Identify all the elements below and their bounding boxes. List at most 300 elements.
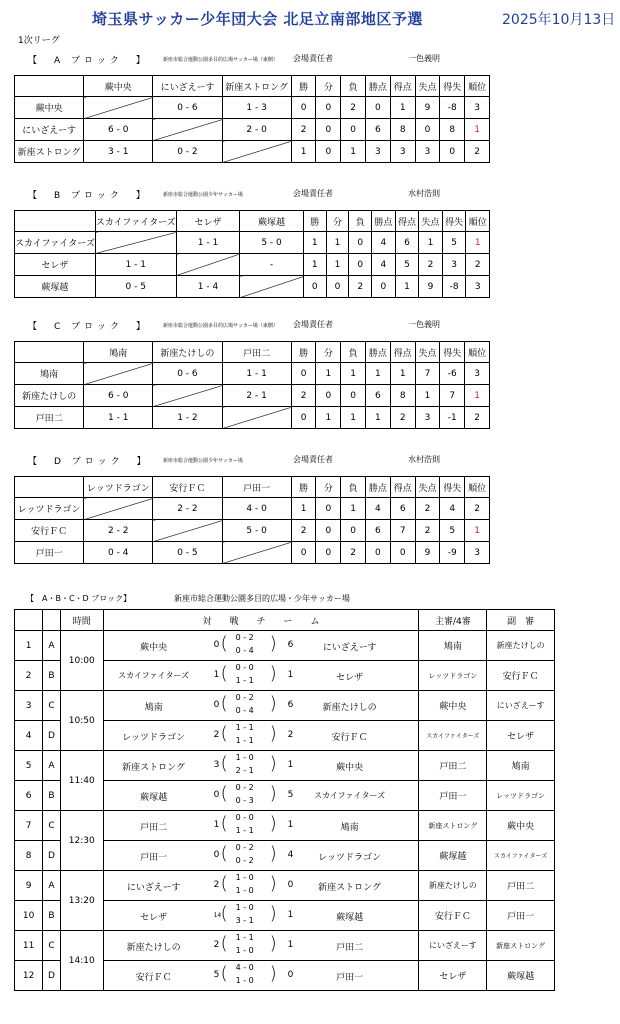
stat-column-header: 得失 [440,76,465,97]
schedule-header [26,593,350,604]
stat-value: 2 [390,407,415,429]
assistant-referee: 新座ストロング [487,931,555,961]
stat-column-header: 分 [326,211,349,232]
home-goals: 3 [213,760,220,770]
self-match-cell [95,232,176,254]
stat-column-header: 順位 [465,342,490,363]
stat-value: -6 [440,363,465,385]
stat-column-header: 失点 [419,211,443,232]
stat-value: 1 [316,363,341,385]
stat-value: 4 [440,498,465,520]
team-column-header: スカイファイターズ [95,211,176,232]
first-half-score: 0 - 0 [235,813,254,822]
away-goals: 1 [287,760,294,770]
stat-value: 1 [341,498,366,520]
match-fixture [103,841,419,871]
stat-value: 0 [316,520,341,542]
team-column-header: 新座たけしの [153,342,222,363]
team-name: 新座たけしの [15,385,84,407]
team-name: にいざえーす [15,119,84,141]
stat-column-header: 勝 [291,342,316,363]
stat-value: 0 [349,232,372,254]
stat-column-header: 負 [341,76,366,97]
referee: 安行ＦＣ [419,901,487,931]
away-goals: 0 [287,970,294,980]
stat-value: 0 [316,542,341,564]
match-number: 11 [15,931,43,961]
stat-value: 6 [366,385,391,407]
standings-row [15,498,490,520]
responsible-name: 水村浩則 [408,189,440,198]
bracket-close: ) [269,933,277,954]
assistant-referee: 鳩南 [487,751,555,781]
stat-value: 5 [395,254,419,276]
schedule-label: 【 A・B・C・D ブロック】 [26,594,132,603]
home-goals: 2 [213,940,220,950]
match-block: C [43,811,61,841]
block-standings-table [14,75,490,163]
team-name: 鳩南 [15,363,84,385]
stat-value: 3 [465,542,490,564]
stat-column-header: 得失 [440,477,465,498]
assistant-referee: 安行ＦＣ [487,661,555,691]
referee: スカイファイターズ [419,721,487,751]
team-column-header: 蕨塚越 [240,211,304,232]
referee: 蕨中央 [419,691,487,721]
match-number: 12 [15,961,43,991]
stat-value: 2 [341,97,366,119]
bracket-open: ( [220,783,228,804]
standings-row [15,385,490,407]
away-goals: 5 [287,790,294,800]
team-name: 戸田二 [15,407,84,429]
first-half-score: 0 - 2 [235,783,254,792]
match-number: 4 [15,721,43,751]
stat-value: 6 [366,119,391,141]
away-goals: 1 [287,820,294,830]
stat-column-header: 得点 [390,342,415,363]
stat-column-header: 得失 [442,211,466,232]
team-name: セレザ [15,254,96,276]
stat-value: 2 [341,542,366,564]
home-goals: 14 [213,912,222,919]
stat-column-header: 負 [341,342,366,363]
referee: 戸田一 [419,781,487,811]
stat-value: 0 [291,542,316,564]
self-match-cell [176,254,240,276]
match-score: 0 - 6 [153,363,222,385]
round-label: 1次リーグ [18,36,60,46]
match-row [15,751,555,781]
stat-column-header: 勝 [303,211,326,232]
standings-row [15,141,490,163]
standings-header-row [15,211,490,232]
team-name: 蕨塚越 [15,276,96,298]
home-goals: 1 [213,820,220,830]
self-match-cell [153,385,222,407]
team-column-header: レッツドラゴン [84,477,153,498]
stat-value: 2 [415,520,440,542]
stat-value: 1 [303,232,326,254]
stat-value: 0 [291,407,316,429]
home-team: 新座たけしの [126,943,181,953]
stat-column-header: 分 [316,76,341,97]
assistant-referee: 蕨塚越 [487,961,555,991]
away-goals: 1 [287,940,294,950]
self-match-cell [84,498,153,520]
home-goals: 0 [213,850,220,860]
stat-column-header: 得失 [440,342,465,363]
match-score: 0 - 4 [84,542,153,564]
kickoff-time: 12:30 [60,811,103,871]
assistant-referee: 蕨中央 [487,811,555,841]
stat-column-header: 勝点 [372,211,396,232]
stat-value: 9 [415,97,440,119]
schedule-table [14,609,555,991]
stat-value: 1 [466,232,490,254]
block-header [18,52,598,66]
second-half-score: 1 - 1 [235,826,254,835]
kickoff-time: 14:10 [60,931,103,991]
match-row [15,871,555,901]
away-goals: 4 [287,850,294,860]
match-fixture [103,631,419,661]
stat-value: 0 [390,542,415,564]
stat-value: 1 [341,363,366,385]
stat-value: -8 [442,276,466,298]
home-team: レッツドラゴン [122,733,186,743]
match-score: 1 - 1 [222,363,291,385]
standings-header-row [15,76,490,97]
match-number: 8 [15,841,43,871]
match-number: 6 [15,781,43,811]
second-half-score: 0 - 3 [235,796,254,805]
away-goals: 1 [287,910,294,920]
stat-column-header: 失点 [415,76,440,97]
team-column-header: セレザ [176,211,240,232]
bracket-close: ) [269,693,277,714]
block-header [18,187,598,201]
first-half-score: 1 - 0 [235,873,254,882]
stat-value: 7 [390,520,415,542]
kickoff-time: 13:20 [60,871,103,931]
block-header [43,610,61,631]
referee: にいざえーす [419,931,487,961]
away-team: 蕨中央 [336,763,364,773]
responsible-name: 一色義明 [408,320,440,329]
match-fixture [103,781,419,811]
standings-row [15,232,490,254]
self-match-cell [222,407,291,429]
match-fixture [103,811,419,841]
stat-value: 1 [390,97,415,119]
stat-value: 3 [466,276,490,298]
stat-value: 3 [465,97,490,119]
home-goals: 5 [213,970,220,980]
bracket-close: ) [269,843,277,864]
match-block: A [43,751,61,781]
standings-row [15,542,490,564]
bracket-open: ( [220,843,228,864]
self-match-cell [84,363,153,385]
stat-value: 1 [465,119,490,141]
match-score: - [240,254,304,276]
match-row [15,631,555,661]
match-fixture [103,691,419,721]
stat-value: 0 [341,119,366,141]
match-score: 0 - 6 [153,97,222,119]
away-goals: 2 [287,730,294,740]
home-goals: 0 [213,790,220,800]
home-goals: 2 [213,880,220,890]
home-team: 新座ストロング [122,763,185,773]
match-score: 2 - 2 [84,520,153,542]
referee: 蕨塚越 [419,841,487,871]
away-team: スカイファイターズ [314,791,386,800]
event-date: 2025年10月13日 [502,12,616,28]
bracket-open: ( [220,963,228,984]
match-score: 4 - 0 [222,498,291,520]
stat-value: 0 [316,97,341,119]
stat-value: 0 [316,119,341,141]
stat-column-header: 順位 [465,76,490,97]
match-score: 5 - 0 [222,520,291,542]
referee: セレザ [419,961,487,991]
stat-value: 0 [440,141,465,163]
stat-value: 5 [440,520,465,542]
stat-column-header: 勝 [291,76,316,97]
match-score: 2 - 2 [153,498,222,520]
corner-cell [15,342,84,363]
match-score: 5 - 0 [240,232,304,254]
block-label: 【 C ブロック 】 [28,322,149,332]
kickoff-time: 10:50 [60,691,103,751]
block-header [18,453,598,467]
match-score: 1 - 2 [153,407,222,429]
block-label: 【 A ブロック 】 [28,56,149,66]
stat-value: 2 [465,498,490,520]
team-column-header: 鳩南 [84,342,153,363]
away-goals: 6 [287,700,294,710]
stat-value: 1 [366,407,391,429]
assistant-referee: スカイファイターズ [487,841,555,871]
bracket-open: ( [220,663,228,684]
home-team: 安行ＦＣ [135,973,172,983]
responsible-label: 会場責任者 [293,189,333,198]
match-block: C [43,691,61,721]
stat-value: 0 [366,542,391,564]
bracket-open: ( [220,903,228,924]
stat-value: 0 [303,276,326,298]
no-header [15,610,43,631]
bracket-open: ( [220,813,228,834]
stat-value: 2 [291,119,316,141]
match-block: B [43,901,61,931]
first-half-score: 0 - 2 [235,693,254,702]
stat-value: 0 [341,520,366,542]
bracket-open: ( [220,693,228,714]
match-score: 0 - 2 [153,141,222,163]
away-team: 蕨塚越 [336,913,364,923]
match-number: 7 [15,811,43,841]
self-match-cell [153,520,222,542]
stat-value: 1 [326,232,349,254]
home-team: 蕨塚越 [140,793,168,803]
first-half-score: 4 - 0 [235,963,254,972]
first-half-score: 1 - 0 [235,753,254,762]
stat-value: 0 [291,97,316,119]
stat-column-header: 負 [341,477,366,498]
referee: レッツドラゴン [419,661,487,691]
match-row [15,691,555,721]
match-score: 0 - 5 [153,542,222,564]
standings-header-row [15,477,490,498]
referee: 新座ストロング [419,811,487,841]
team-name: レッツドラゴン [15,498,84,520]
stat-value: 1 [465,520,490,542]
stat-value: 1 [465,385,490,407]
bracket-close: ) [269,903,277,924]
bracket-close: ) [269,723,277,744]
home-goals: 0 [213,640,220,650]
match-fixture [103,961,419,991]
responsible-label: 会場責任者 [293,320,333,329]
match-score: 1 - 1 [95,254,176,276]
home-team: スカイファイターズ [118,671,190,680]
bracket-close: ) [269,963,277,984]
stat-value: 2 [291,520,316,542]
home-goals: 2 [213,730,220,740]
block-label: 【 B ブロック 】 [28,191,149,201]
stat-value: 1 [415,385,440,407]
stat-column-header: 負 [349,211,372,232]
referee: 戸田二 [419,751,487,781]
home-team: 蕨中央 [140,643,168,653]
stat-value: 1 [316,407,341,429]
stat-value: 0 [316,385,341,407]
team-name: 蕨中央 [15,97,84,119]
bracket-open: ( [220,723,228,744]
stat-column-header: 分 [316,342,341,363]
responsible-label: 会場責任者 [293,455,333,464]
away-team: セレザ [336,673,364,683]
match-score: 0 - 5 [95,276,176,298]
stat-column-header: 得点 [390,76,415,97]
stat-value: 2 [415,498,440,520]
stat-value: 0 [291,363,316,385]
referee: 鳩南 [419,631,487,661]
time-header: 時間 [60,610,103,631]
team-name: 新座ストロング [15,141,84,163]
bracket-close: ) [269,873,277,894]
stat-value: 1 [291,141,316,163]
first-half-score: 1 - 0 [235,903,254,912]
match-block: A [43,631,61,661]
block-venue: 新座市総合運動公園多目的広場サッカー場（東側） [163,323,278,329]
match-number: 1 [15,631,43,661]
stat-value: 2 [291,385,316,407]
stat-column-header: 失点 [415,342,440,363]
match-score: 1 - 4 [176,276,240,298]
self-match-cell [222,141,291,163]
block-standings-table [14,476,490,564]
stat-value: 1 [341,407,366,429]
responsible-name: 水村浩則 [408,455,440,464]
second-half-score: 1 - 0 [235,976,254,985]
standings-row [15,520,490,542]
corner-cell [15,211,96,232]
match-fixture [103,901,419,931]
match-header: 対 戦 チ ー ム [103,610,419,631]
stat-value: 1 [291,498,316,520]
stat-value: 9 [419,276,443,298]
responsible-label: 会場責任者 [293,54,333,63]
match-score: 6 - 0 [84,119,153,141]
first-half-score: 1 - 1 [235,933,254,942]
stat-column-header: 分 [316,477,341,498]
stat-column-header: 勝 [291,477,316,498]
second-half-score: 1 - 1 [235,676,254,685]
standings-row [15,254,490,276]
bracket-close: ) [269,783,277,804]
page-title: 埼玉県サッカー少年団大会 北足立南部地区予選 [92,10,423,28]
block-standings-table [14,210,490,298]
stat-value: 1 [341,141,366,163]
away-team: レッツドラゴン [318,853,382,863]
standings-row [15,119,490,141]
block-standings-table [14,341,490,429]
self-match-cell [84,97,153,119]
standings-row [15,363,490,385]
second-half-score: 1 - 0 [235,886,254,895]
match-block: B [43,661,61,691]
second-half-score: 1 - 0 [235,946,254,955]
stat-value: 1 [395,276,419,298]
block-header [18,318,598,332]
bracket-close: ) [269,663,277,684]
responsible-name: 一色義明 [408,54,440,63]
stat-column-header: 勝点 [366,477,391,498]
team-column-header: 戸田一 [222,477,291,498]
away-goals: 1 [287,670,294,680]
kickoff-time: 11:40 [60,751,103,811]
first-half-score: 1 - 1 [235,723,254,732]
match-number: 9 [15,871,43,901]
second-half-score: 0 - 2 [235,856,254,865]
match-number: 3 [15,691,43,721]
match-score: 1 - 3 [222,97,291,119]
stat-value: 3 [366,141,391,163]
schedule-header-row [15,610,555,631]
first-half-score: 0 - 2 [235,843,254,852]
self-match-cell [153,119,222,141]
stat-value: 8 [390,119,415,141]
assistant-referee: レッツドラゴン [487,781,555,811]
stat-column-header: 失点 [415,477,440,498]
stat-value: -8 [440,97,465,119]
stat-column-header: 得点 [395,211,419,232]
standings-header-row [15,342,490,363]
bracket-open: ( [220,753,228,774]
stat-value: 1 [326,254,349,276]
match-score: 2 - 1 [222,385,291,407]
match-fixture [103,721,419,751]
stat-value: 2 [419,254,443,276]
stat-value: 0 [316,141,341,163]
stat-value: 1 [419,232,443,254]
corner-cell [15,76,84,97]
stat-value: 3 [442,254,466,276]
